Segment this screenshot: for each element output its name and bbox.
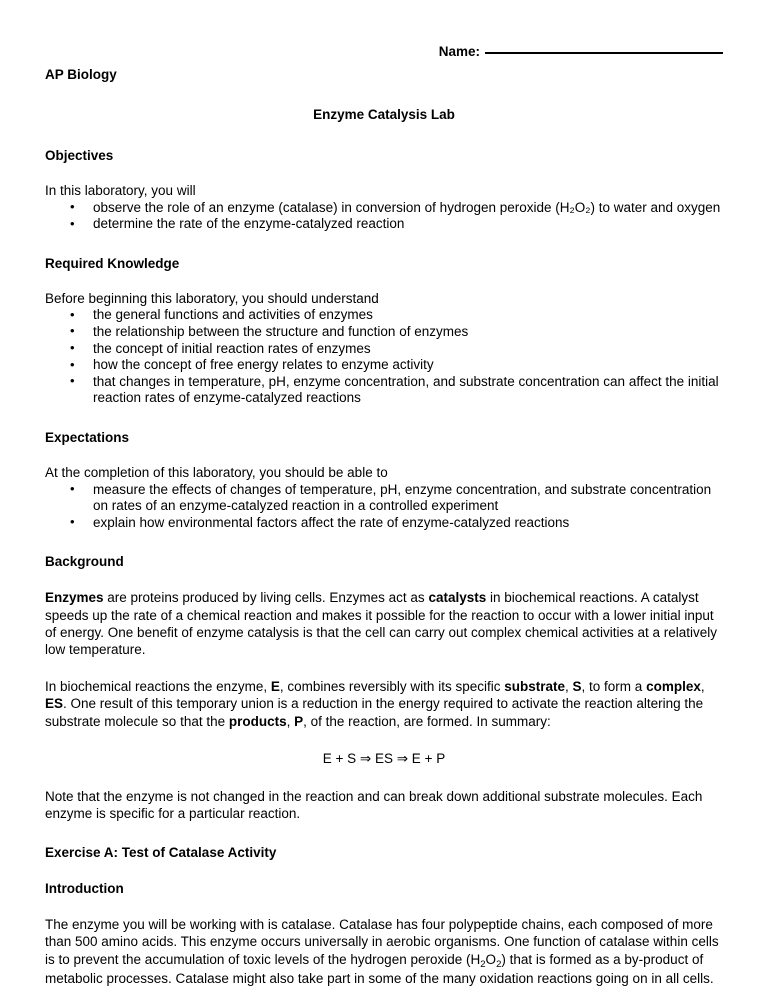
list-item-text: that changes in temperature, pH, enzyme concentration, and substrate concentration can affect the initial reaction rates of enzyme-catalyzed reactions [93, 373, 719, 406]
background-paragraph-2 [45, 678, 723, 730]
ex-a-text-3: ) that is formed as a by-product of metabolic processes. Catalase might also take part in some of the many oxidation reactions going on in all cells. [45, 951, 714, 986]
list-item-text: the general functions and activities of enzymes [93, 307, 373, 323]
section-expectations [45, 429, 723, 531]
expectations-lead: At the completion of this laboratory, you should be able to [45, 464, 388, 480]
name-input-line[interactable] [485, 52, 723, 54]
term-p: P [294, 713, 304, 729]
objectives-list [45, 200, 723, 233]
bg-p2-text-1: In biochemical reactions the enzyme, [45, 679, 271, 695]
list-item-text: explain how environmental factors affect the rate of enzyme-catalyzed reactions [93, 514, 570, 530]
term-e: E [270, 679, 280, 695]
list-item [45, 324, 723, 341]
section-required-knowledge [45, 255, 723, 407]
background-paragraph-1 [45, 589, 723, 658]
term-s: S [572, 679, 582, 695]
section-heading-objectives: Objectives [45, 148, 114, 163]
spacer [45, 233, 723, 255]
section-heading-background: Background [45, 554, 124, 570]
term-enzymes: Enzymes [45, 590, 104, 606]
list-item [45, 374, 723, 407]
subscript-h2: 2 [480, 958, 486, 970]
bg-p1-text-1: are proteins produced by living cells. Enzymes act as [103, 590, 429, 606]
subheading-introduction: Introduction [45, 881, 124, 897]
ex-a-text-1: The enzyme you will be working with is catalase. Catalase has four polypeptide chains, each composed of more than 500 amino acids. This enzyme occurs universally in aerobic organisms. One function of catalase within cells is to prevent the accumulation of toxic levels of the hydrogen peroxide (H [45, 917, 719, 967]
page-title: Enzyme Catalysis Lab [313, 107, 455, 122]
bg-p2-text-3: , [565, 679, 573, 695]
name-label: Name: [438, 44, 480, 59]
bg-p2-text-8: , of the reaction, are formed. In summary: [303, 713, 551, 729]
bg-p2-text-5: , [700, 679, 705, 695]
term-substrate: substrate [504, 679, 565, 695]
term-complex: complex [646, 679, 701, 695]
spacer [45, 407, 723, 429]
list-item-text: measure the effects of changes of temperature, pH, enzyme concentration, and substrate concentration on rates of an enzyme-catalyzed reaction in a controlled experiment [93, 481, 712, 514]
list-item-text: observe the role of an enzyme (catalase) in conversion of hydrogen peroxide (H₂O₂) to water and oxygen [93, 199, 721, 215]
course-label: AP Biology [45, 67, 117, 82]
spacer [45, 730, 723, 750]
list-item [45, 307, 723, 324]
list-item [45, 515, 723, 532]
background-paragraph-3: Note that the enzyme is not changed in the reaction and can break down additional substrate molecules. Each enzyme is specific for a particular reaction. [45, 788, 703, 821]
reaction-equation: E + S ⇒ ES ⇒ E + P [322, 750, 446, 766]
spacer [45, 658, 723, 678]
bg-p1-text-2: in biochemical reactions. A catalyst speeds up the rate of a chemical reaction and makes it possible for the reaction to occur with a lower initial input of energy. One benefit of enzyme catalysis is that the cell can carry out complex chemical activities at a relatively low temperature. [45, 590, 718, 657]
expectations-list [45, 482, 723, 532]
required-knowledge-list [45, 307, 723, 407]
section-heading-exercise-a: Exercise A: Test of Catalase Activity [45, 845, 277, 861]
list-item [45, 341, 723, 358]
list-item-text: how the concept of free energy relates to enzyme activity [93, 357, 434, 373]
exercise-a-paragraph [45, 916, 723, 987]
required-knowledge-lead: Before beginning this laboratory, you should understand [45, 290, 379, 306]
bg-p2-text-7: , [286, 713, 295, 729]
section-background [45, 553, 723, 822]
spacer [45, 822, 723, 844]
list-item-text: determine the rate of the enzyme-catalyzed reaction [93, 216, 405, 232]
section-heading-required-knowledge: Required Knowledge [45, 255, 180, 271]
term-products: products [228, 713, 287, 729]
section-exercise-a [45, 844, 723, 987]
list-item [45, 482, 723, 515]
name-field-row [45, 44, 723, 64]
section-objectives [45, 147, 723, 233]
spacer [45, 531, 723, 553]
list-item [45, 357, 723, 374]
ex-a-text-2: O [485, 951, 497, 967]
term-es: ES [45, 696, 64, 712]
bg-p2-text-4: , to form a [581, 679, 647, 695]
section-heading-expectations: Expectations [45, 429, 130, 445]
bg-p2-text-6: . One result of this temporary union is a reduction in the energy required to activate the reaction altering the substrate molecule so that the [45, 696, 704, 729]
list-item-text: the concept of initial reaction rates of enzymes [93, 340, 371, 356]
bg-p2-text-2: , combines reversibly with its specific [279, 679, 505, 695]
objectives-lead: In this laboratory, you will [45, 183, 196, 198]
list-item [45, 200, 723, 217]
subscript-o2: 2 [496, 958, 502, 970]
list-item [45, 216, 723, 233]
list-item-text: the relationship between the structure and function of enzymes [93, 323, 469, 339]
spacer [45, 768, 723, 788]
term-catalysts: catalysts [428, 590, 487, 606]
